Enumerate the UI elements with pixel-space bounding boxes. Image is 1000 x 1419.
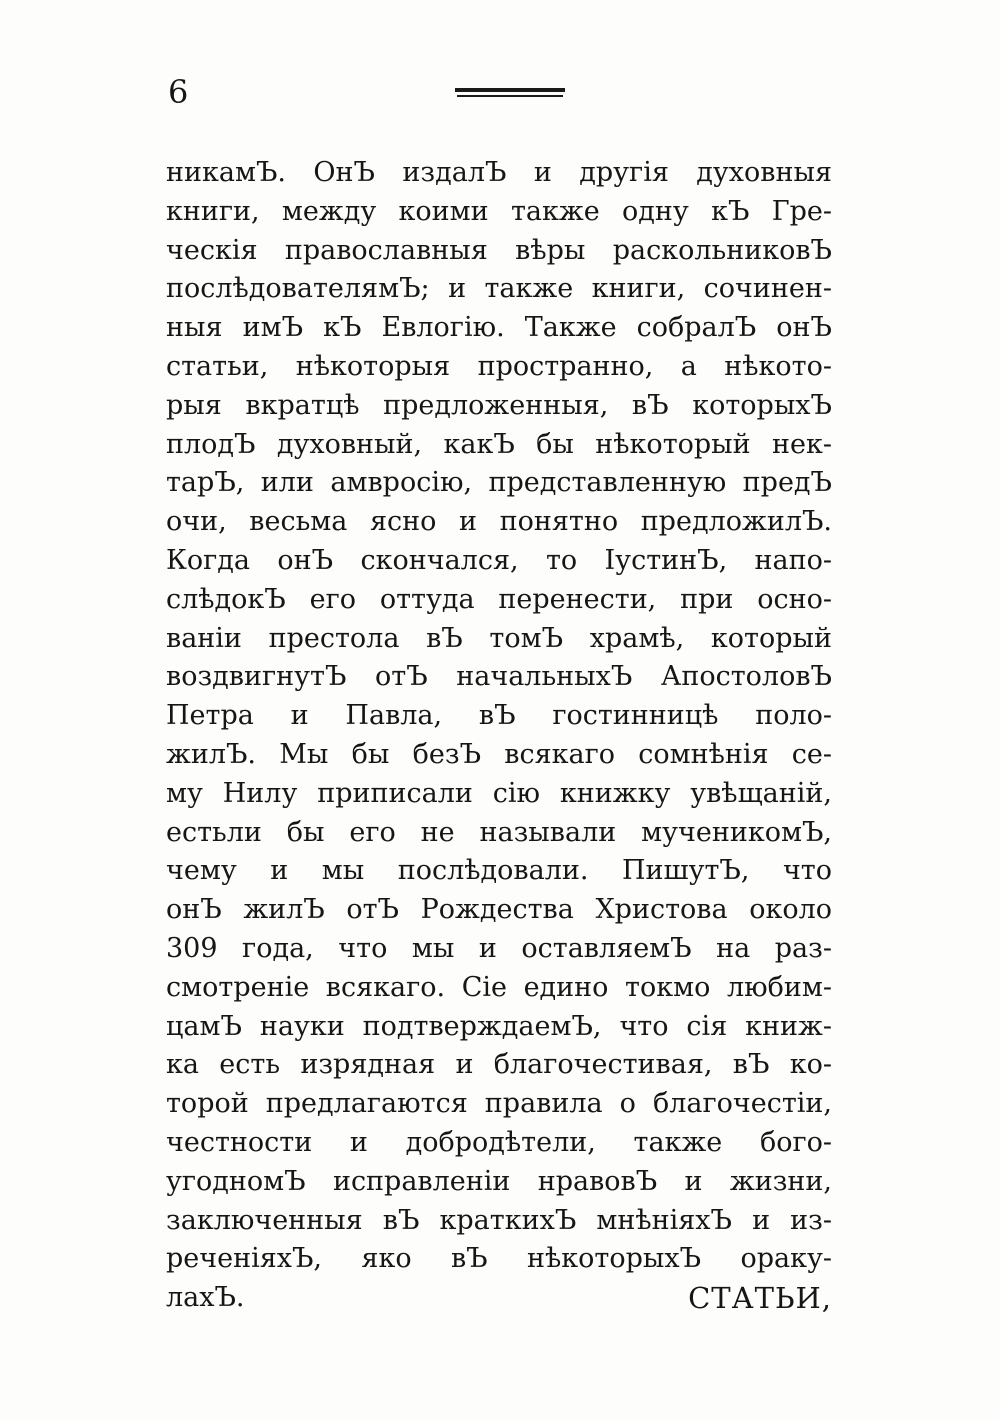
text-line-22: смотреніе всякаго. Сіе едино токмо любим- xyxy=(166,971,832,1003)
text-line-10: очи, весьма ясно и понятно предложилЪ. xyxy=(166,506,832,538)
text-line-17: му Нилу приписали сію книжку увѣщаній, xyxy=(166,777,832,809)
text-line-28: заключенныя вЪ краткихЪ мнѣніяхЪ и из- xyxy=(166,1204,832,1236)
text-line-29: реченіяхЪ, яко вЪ нѣкоторыхЪ ораку- xyxy=(166,1243,832,1275)
text-line-23: цамЪ науки подтверждаемЪ, что сія книж- xyxy=(166,1010,832,1042)
text-line-15: Петра и Павла, вЪ гостинницѣ поло- xyxy=(166,700,832,732)
text-line-4: послѣдователямЪ; и также книги, сочинен- xyxy=(166,273,832,305)
text-line-13: ваніи престола вЪ томЪ храмѣ, который xyxy=(166,622,832,654)
page-number: 6 xyxy=(168,73,189,111)
catchword: СТАТЬИ, xyxy=(688,1281,832,1316)
final-line-text: лахЪ. xyxy=(166,1282,245,1314)
body-text xyxy=(166,154,832,1318)
text-line-20: онЪ жилЪ отЪ Рождества Христова около xyxy=(166,894,832,926)
text-line-9: тарЪ, или амвросію, представленную предЪ xyxy=(166,467,832,499)
text-line-6: статьи, нѣкоторыя пространно, а нѣкото- xyxy=(166,350,832,382)
text-line-21: 309 года, что мы и оставляемЪ на раз- xyxy=(166,932,832,964)
header-rule xyxy=(455,88,565,98)
header-rule-thick xyxy=(455,88,565,92)
text-line-3: ческія православныя вѣры раскольниковЪ xyxy=(166,234,832,266)
text-line-25: торой предлагаются правила о благочестіи, xyxy=(166,1088,832,1120)
text-line-2: книги, между коими также одну кЪ Гре- xyxy=(166,195,832,227)
text-line-12: слѣдокЪ его оттуда перенести, при осно- xyxy=(166,583,832,615)
text-line-8: плодЪ духовный, какЪ бы нѣкоторый нек- xyxy=(166,428,832,460)
header-rule-thin xyxy=(457,95,563,97)
text-line-1: никамЪ. ОнЪ издалЪ и другія духовныя xyxy=(166,157,832,188)
text-line-18: естьли бы его не называли мученикомЪ, xyxy=(166,816,832,848)
text-line-14: воздвигнутЪ отЪ начальныхЪ АпостоловЪ xyxy=(166,661,832,693)
final-line-row xyxy=(166,1279,832,1318)
text-line-7: рыя вкратцѣ предложенныя, вЪ которыхЪ xyxy=(166,389,832,421)
text-line-24: ка есть изрядная и благочестивая, вЪ ко- xyxy=(166,1049,832,1081)
text-line-16: жилЪ. Мы бы безЪ всякаго сомнѣнія се- xyxy=(166,738,832,770)
text-line-26: честности и добродѣтели, также бого- xyxy=(166,1126,832,1158)
text-line-19: чему и мы послѣдовали. ПишутЪ, что xyxy=(166,855,832,887)
text-line-5: ныя имЪ кЪ Евлогію. Также собралЪ онЪ xyxy=(166,312,832,344)
text-line-11: Когда онЪ скончался, то ІустинЪ, напо- xyxy=(166,544,832,576)
text-line-27: угодномЪ исправленіи нравовЪ и жизни, xyxy=(166,1165,832,1197)
